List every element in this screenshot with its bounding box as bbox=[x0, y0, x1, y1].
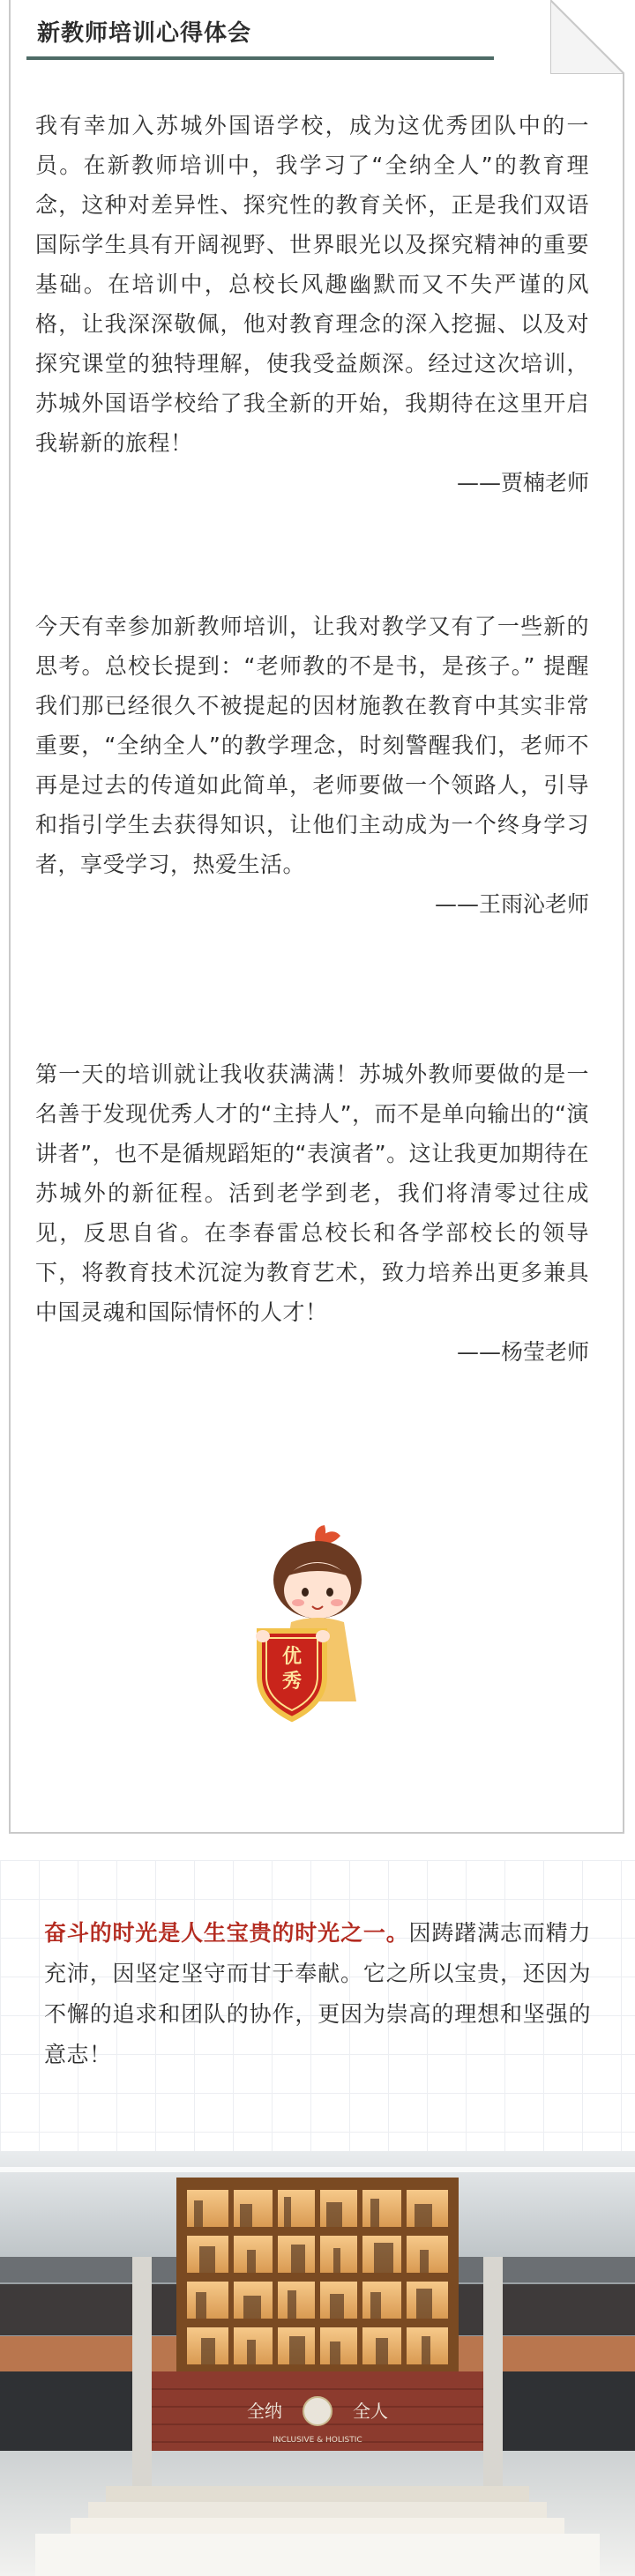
testimonial-signature: ——贾楠老师 bbox=[456, 470, 589, 495]
quote-highlight: 奋斗的时光是人生宝贵的时光之一。 bbox=[44, 1920, 409, 1946]
testimonial-text: 我有幸加入苏城外国语学校，成为这优秀团队中的一员。在新教师培训中，我学习了“全纳全人”的教育理念，这种对差异性、探究性的教育关怀，正是我们双语国际学生具有开阔视野、世界眼光以及探究精神的重要基础。在培训中，总校长风趣幽默而又不失严谨的风格，让我深深敬佩，他对教育理念的深入挖掘、以及对探究课堂的独特理解，使我受益颇深。经过这次培训，苏城外国语学校给了我全新的开始，我期待在这里开启我崭新的旅程！ bbox=[35, 113, 589, 456]
testimonial-item bbox=[35, 607, 589, 924]
quote-body: 因踌躇满志而精力充沛，因坚定坚守而甘于奉献。它之所以宝贵，还因为不懈的追求和团队的协作，更因为崇高的理想和坚强的意志！ bbox=[44, 1920, 591, 2067]
testimonial-signature: ——王雨沁老师 bbox=[434, 891, 589, 917]
shield-text: 秀 bbox=[281, 1671, 303, 1693]
testimonial-item bbox=[35, 106, 589, 503]
testimonial-text: 今天有幸参加新教师培训，让我对教学又有了一些新的思考。总校长提到：“老师教的不是书，是孩子。” 提醒我们那已经很久不被提起的因材施教在教育中其实非常重要，“全纳全人”的教学理念，时刻警醒我们，老师不再是过去的传道如此简单，老师要做一个领路人，引导和指引学生去获得知识，让他们主动成为一个终身学习者，享受学习，热爱生活。 bbox=[35, 614, 589, 877]
sign-text: 全人 bbox=[353, 2401, 388, 2422]
testimonial-text: 第一天的培训就让我收获满满！苏城外教师要做的是一名善于发现优秀人才的“主持人”，而不是单向输出的“演讲者”，也不是循规蹈矩的“表演者”。这让我更加期待在苏城外的新征程。活到老学到老，我们将清零过往成见，反思自省。在李春雷总校长和各学部校长的领导下，将教育技术沉淀为教育艺术，致力培养出更多兼具中国灵魂和国际情怀的人才！ bbox=[35, 1061, 589, 1325]
girl-with-shield-icon bbox=[247, 1525, 379, 1737]
closing-quote bbox=[44, 1913, 591, 2075]
card-title: 新教师培训心得体会 bbox=[37, 20, 252, 47]
sign-text: 全纳 bbox=[247, 2401, 282, 2422]
title-underline bbox=[26, 56, 494, 60]
sign-subtext: INCLUSIVE & HOLISTIC bbox=[273, 2436, 362, 2445]
card-header bbox=[26, 18, 494, 60]
testimonial-signature: ——杨莹老师 bbox=[456, 1339, 589, 1365]
school-library-photo bbox=[0, 2151, 635, 2576]
testimonial-item bbox=[35, 1054, 589, 1372]
shield-text: 优 bbox=[281, 1646, 303, 1668]
folded-corner-icon bbox=[550, 0, 624, 74]
